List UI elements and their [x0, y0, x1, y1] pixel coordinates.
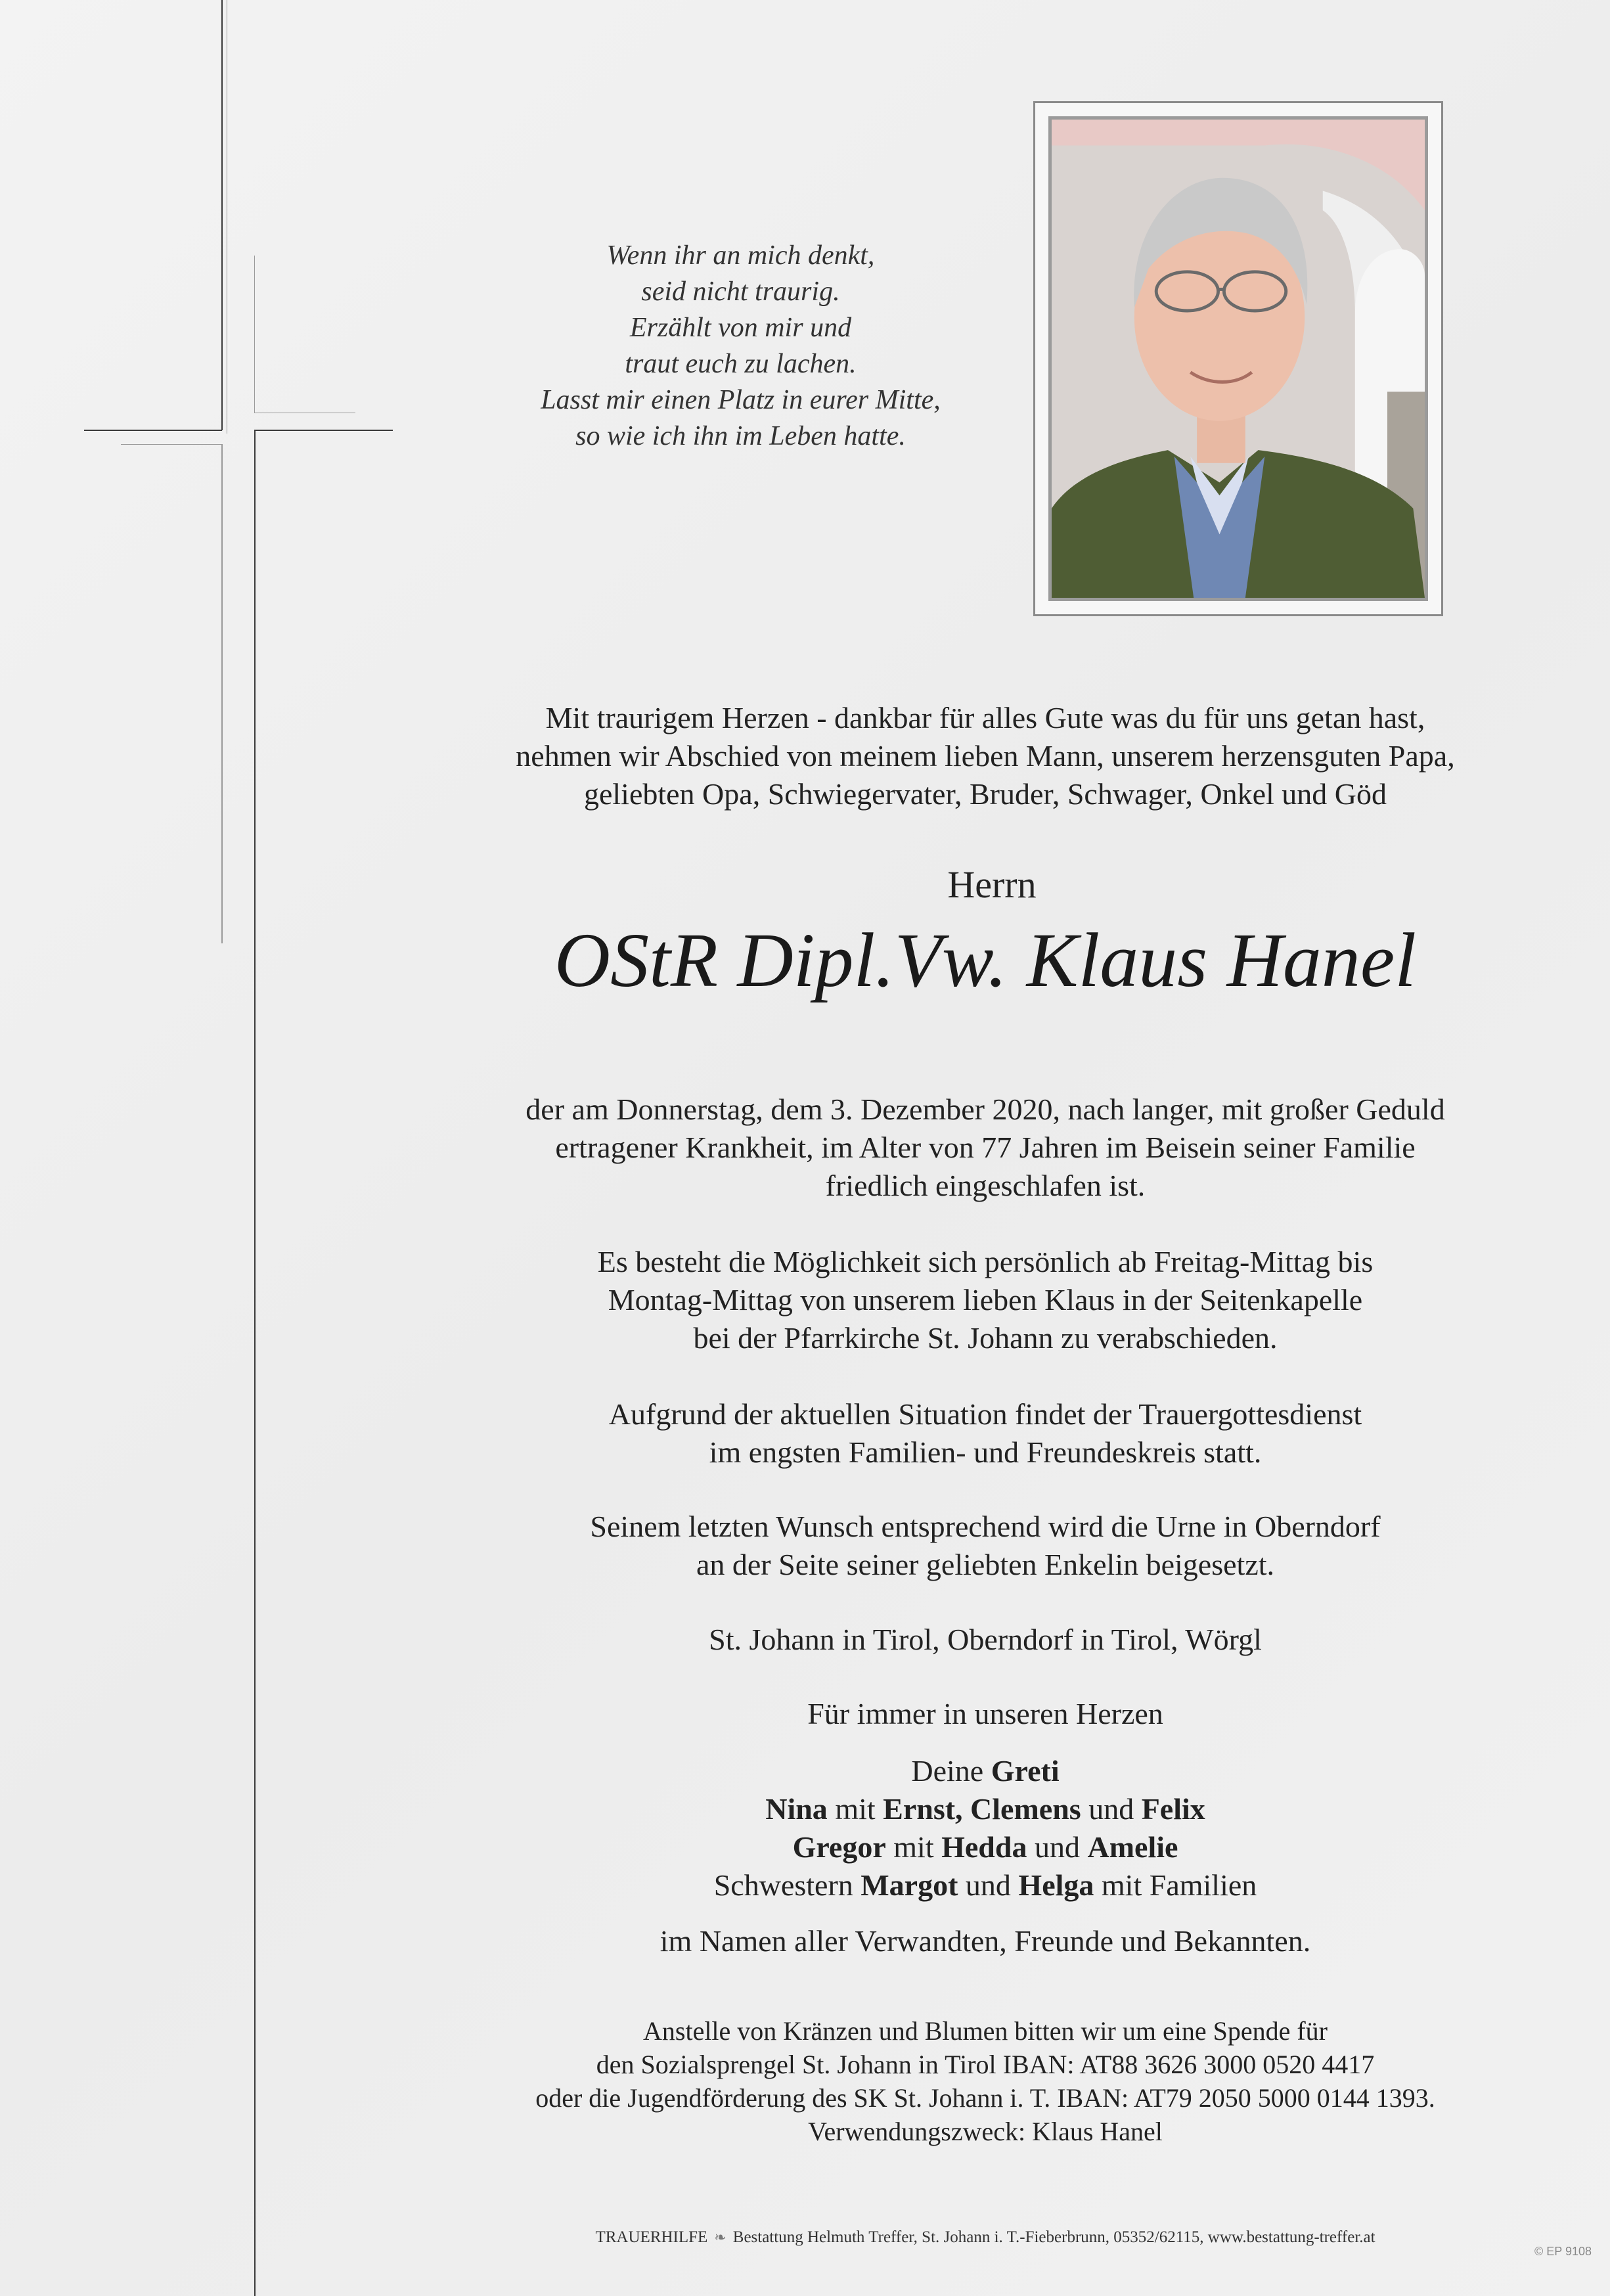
deceased-name: OStR Dipl.Vw. Klaus Hanel [554, 917, 1417, 1003]
family-name: Ernst, Clemens [883, 1792, 1081, 1826]
poem-line: seid nicht traurig. [641, 277, 840, 307]
places-line: St. Johann in Tirol, Oberndorf in Tirol, Wörgl [709, 1623, 1262, 1656]
donation-line: oder die Jugendförderung des SK St. Johann i. T. IBAN: AT79 2050 5000 0144 1393. [535, 2083, 1435, 2113]
family-text: und [958, 1868, 1019, 1902]
family-line [420, 1866, 1550, 1904]
family-line [420, 1790, 1550, 1828]
salutation: Herrn [947, 863, 1037, 906]
donation-line: den Sozialsprengel St. Johann in Tirol IBAN: AT88 3626 3000 0520 4417 [596, 2050, 1375, 2079]
farewell-line: bei der Pfarrkirche St. Johann zu verabschieden. [693, 1321, 1278, 1355]
poem [460, 238, 1021, 455]
forever-line: Für immer in unseren Herzen [807, 1697, 1163, 1730]
relatives-line: im Namen aller Verwandten, Freunde und Bekannten. [660, 1924, 1311, 1958]
service-line: im engsten Familien- und Freundeskreis statt. [709, 1435, 1262, 1469]
death-notice [420, 1091, 1550, 1205]
family-name: Greti [991, 1754, 1060, 1788]
poem-line: Wenn ihr an mich denkt, [606, 240, 875, 271]
urn-line: an der Seite seiner geliebten Enkelin beigesetzt. [696, 1548, 1275, 1581]
family-line [420, 1752, 1550, 1790]
family-line [420, 1828, 1550, 1866]
product-code: © EP 9108 [1534, 2245, 1592, 2258]
funeral-home-credit [460, 2227, 1511, 2248]
service-info [420, 1395, 1550, 1472]
intro-line: Mit traurigem Herzen - dankbar für alles Gute was du für uns getan hast, [545, 701, 1425, 734]
forever-text [420, 1695, 1550, 1733]
family-text: Deine [911, 1754, 991, 1788]
family-text: Schwestern [713, 1868, 861, 1902]
family-text: mit Familien [1094, 1868, 1257, 1902]
intro-line: geliebten Opa, Schwiegervater, Bruder, Schwager, Onkel und Göd [583, 777, 1387, 811]
death-notice-line: friedlich eingeschlafen ist. [825, 1169, 1146, 1202]
family-name: Helga [1018, 1868, 1094, 1902]
family-name: Gregor [792, 1830, 886, 1864]
relatives-text [420, 1922, 1550, 1960]
family-name: Felix [1141, 1792, 1205, 1826]
family-name: Nina [765, 1792, 828, 1826]
farewell-line: Es besteht die Möglichkeit sich persönlich ab Freitag-Mittag bis [597, 1245, 1374, 1278]
urn-info [420, 1508, 1550, 1584]
donation-line: Verwendungszweck: Klaus Hanel [808, 2117, 1163, 2146]
poem-line: so wie ich ihn im Leben hatte. [575, 421, 906, 451]
family-name: Margot [861, 1868, 958, 1902]
family-name: Hedda [941, 1830, 1027, 1864]
credit-text: Bestattung Helmuth Treffer, St. Johann i. T.-Fieberbrunn, 05352/62115, www.bestattung-treffer.at [732, 2228, 1375, 2246]
donation-info [420, 2014, 1550, 2148]
intro-text [420, 699, 1550, 813]
death-notice-line: der am Donnerstag, dem 3. Dezember 2020, nach langer, mit großer Geduld [525, 1092, 1445, 1126]
places [420, 1621, 1550, 1659]
death-notice-line: ertragener Krankheit, im Alter von 77 Jahren im Beisein seiner Familie [555, 1131, 1416, 1164]
intro-line: nehmen wir Abschied von meinem lieben Mann, unserem herzensguten Papa, [516, 739, 1455, 773]
poem-line: traut euch zu lachen. [625, 349, 857, 379]
credit-brand: TRAUERHILFE [595, 2228, 708, 2246]
poem-line: Erzählt von mir und [629, 313, 852, 343]
farewell-line: Montag-Mittag von unserem lieben Klaus in der Seitenkapelle [608, 1283, 1363, 1317]
family-text: und [1027, 1830, 1088, 1864]
photo-frame [1033, 101, 1443, 616]
feather-icon: ❧ [714, 2229, 727, 2245]
family-text: mit [885, 1830, 942, 1864]
family-text: mit [827, 1792, 883, 1826]
poem-line: Lasst mir einen Platz in eurer Mitte, [541, 385, 941, 415]
family-name: Amelie [1087, 1830, 1178, 1864]
farewell-info [420, 1243, 1550, 1357]
portrait-photo [1048, 116, 1428, 601]
service-line: Aufgrund der aktuellen Situation findet der Trauergottesdienst [608, 1397, 1362, 1431]
family-text: und [1081, 1792, 1142, 1826]
donation-line: Anstelle von Kränzen und Blumen bitten wir um eine Spende für [643, 2016, 1328, 2046]
family-list [420, 1752, 1550, 1904]
urn-line: Seinem letzten Wunsch entsprechend wird die Urne in Oberndorf [590, 1510, 1381, 1543]
